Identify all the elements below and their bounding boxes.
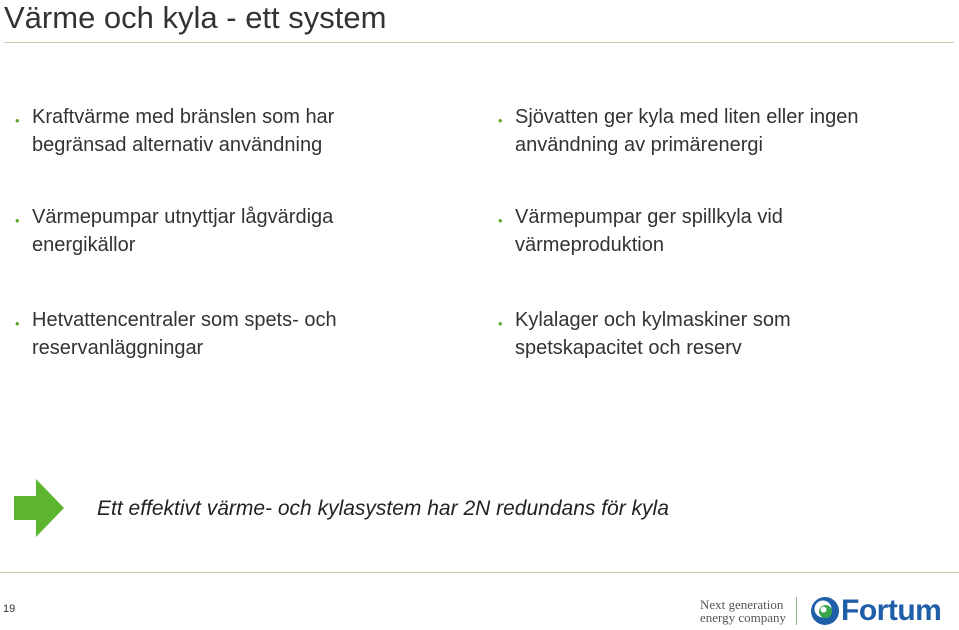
bullet-icon: • <box>15 316 20 331</box>
bullet-text-line: användning av primärenergi <box>515 134 763 156</box>
conclusion-text: Ett effektivt värme- och kylasystem har 2N redundans för kyla <box>97 497 669 520</box>
right-arrow-icon <box>14 479 64 537</box>
bullet-icon: • <box>498 113 503 128</box>
bullet-text-line: reservanläggningar <box>32 337 204 359</box>
bullet-text-line: spetskapacitet och reserv <box>515 337 742 359</box>
bullet-text-line: Värmepumpar ger spillkyla vid <box>515 206 783 228</box>
bullet-text-line: energikällor <box>32 234 136 256</box>
fortum-globe-icon <box>810 596 840 626</box>
bullet-text-line: begränsad alternativ användning <box>32 134 323 156</box>
slide-title: Värme och kyla - ett system <box>4 0 387 35</box>
fortum-logo <box>810 594 941 628</box>
bullet-text-line: Värmepumpar utnyttjar lågvärdiga <box>32 206 334 228</box>
page-number: 19 <box>3 603 16 615</box>
footer-divider <box>0 572 959 573</box>
right-bullet-2 <box>498 203 935 259</box>
bullet-icon: • <box>498 213 503 228</box>
title-divider <box>4 42 954 43</box>
logo-wordmark: Fortum <box>841 594 942 627</box>
bullet-icon: • <box>15 213 20 228</box>
bullet-text-line: Hetvattencentraler som spets- och <box>32 309 337 331</box>
left-bullet-3 <box>15 306 452 362</box>
bullet-icon: • <box>15 113 20 128</box>
bullet-text-line: Kraftvärme med bränslen som har <box>32 106 335 128</box>
bullet-text-line: Sjövatten ger kyla med liten eller ingen <box>515 106 859 128</box>
left-bullet-1 <box>15 103 452 159</box>
logo-separator <box>796 597 797 625</box>
tagline-line: energy company <box>700 610 787 625</box>
company-tagline <box>700 598 786 624</box>
left-bullet-2 <box>15 203 452 259</box>
right-bullet-1 <box>498 103 935 159</box>
bullet-text-line: värmeproduktion <box>515 234 664 256</box>
tagline-line: Next generation <box>700 597 784 612</box>
bullet-text-line: Kylalager och kylmaskiner som <box>515 309 791 331</box>
bullet-icon: • <box>498 316 503 331</box>
right-bullet-3 <box>498 306 935 362</box>
